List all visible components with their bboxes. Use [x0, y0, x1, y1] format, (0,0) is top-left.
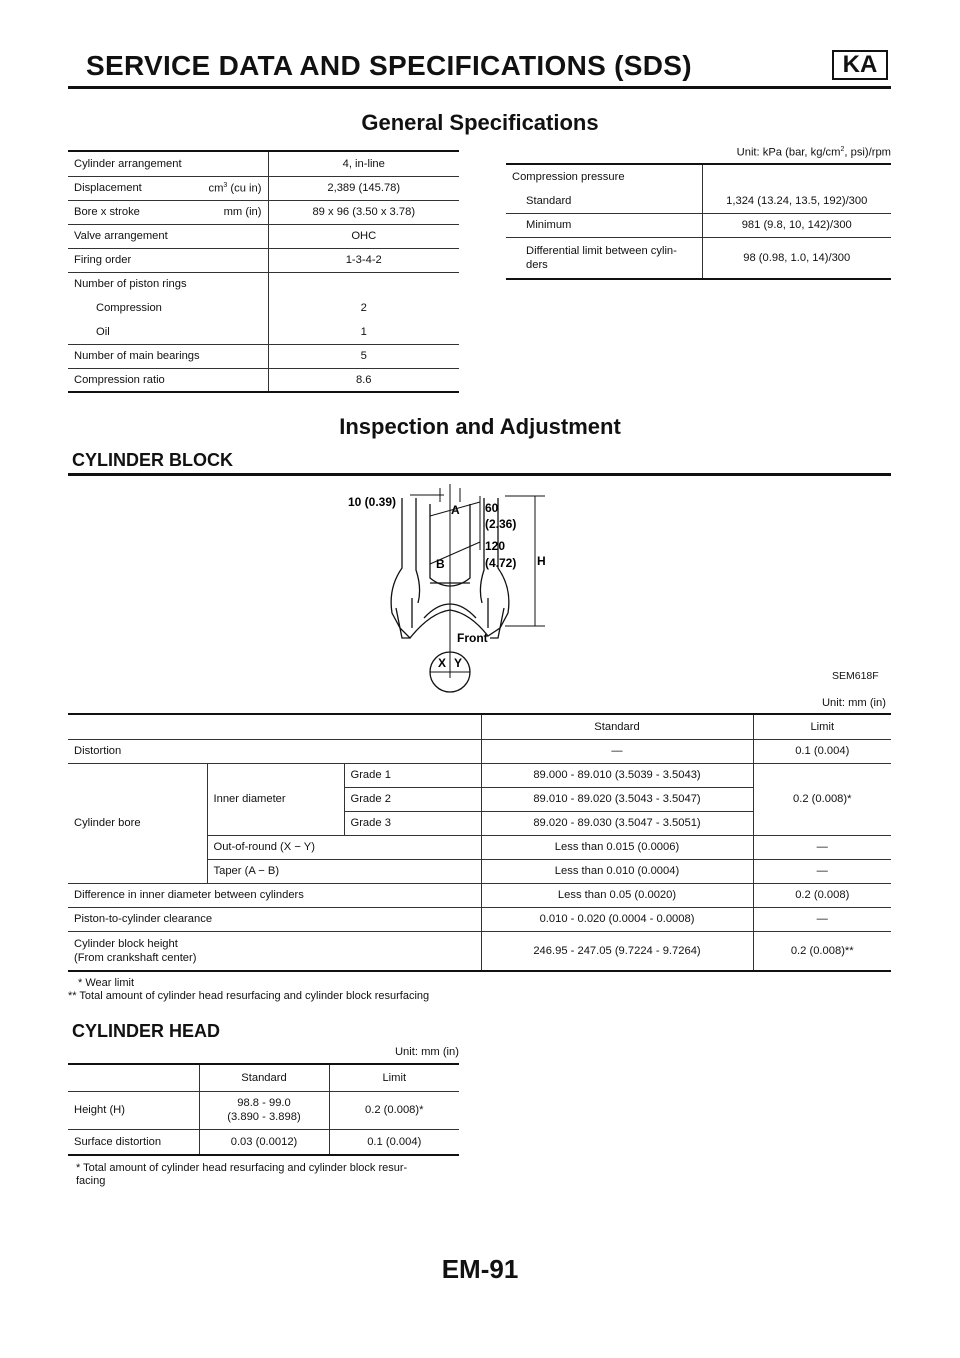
displacement-unit: $cm^3$ (cu in): [208, 181, 262, 195]
dim-label-h: H: [537, 554, 546, 568]
note-resurfacing: ** Total amount of cylinder head resurfacing and cylinder block resurfacing: [68, 990, 430, 1002]
table-row: [68, 907, 891, 931]
cell-standard: Less than 0.015 (0.0006): [481, 835, 753, 859]
cell-label: Compression pressure: [506, 165, 702, 189]
cell-limit: 0.1 (0.004): [329, 1129, 459, 1155]
compression-unit: Unit: kPa (bar, $kg/cm^2$, psi)/rpm: [736, 146, 891, 159]
displacement-label: Displacement: [74, 181, 142, 194]
cell-sublabel: Taper (A − B): [207, 859, 481, 883]
inspection-title: Inspection and Adjustment: [339, 414, 621, 439]
table-row: [68, 152, 459, 176]
cylinder-block-rule: [68, 473, 891, 476]
model-badge: KA: [832, 50, 888, 80]
cell-label: Number of main bearings: [68, 344, 268, 368]
cell-grade: Grade 1: [344, 763, 481, 787]
table-row: [68, 200, 459, 224]
dim-label-10: 10 (0.39): [348, 495, 397, 509]
cell-limit: —: [753, 907, 891, 931]
table-row: [68, 176, 459, 200]
cell-standard: 89.010 - 89.020 (3.5043 - 3.5047): [481, 787, 753, 811]
cell-value: 1,324 (13.24, 13.5, 192)/300: [702, 189, 891, 213]
table-row: [68, 248, 459, 272]
table-row: [68, 1091, 459, 1129]
cell-value: 2,389 (145.78): [268, 176, 459, 200]
cell-limit: —: [753, 835, 891, 859]
table-row: [506, 213, 891, 237]
bore-stroke-unit: mm (in): [223, 206, 262, 218]
cell-limit: 0.2 (0.008)*: [329, 1091, 459, 1129]
cell-label: Piston-to-cylinder clearance: [68, 907, 481, 931]
cell-label: Cylinder arrangement: [68, 152, 268, 176]
cell-standard: 0.010 - 0.020 (0.0004 - 0.0008): [481, 907, 753, 931]
cylinder-block-title: CYLINDER BLOCK: [72, 450, 233, 470]
cell-label: [68, 176, 268, 200]
cylinder-block-diagram: [330, 478, 560, 696]
table-row: [68, 224, 459, 248]
compression-table: [506, 165, 891, 280]
table-row: [68, 931, 891, 971]
cell-limit: 0.1 (0.004): [753, 739, 891, 763]
cell-grade: Grade 2: [344, 787, 481, 811]
table-row: [68, 1129, 459, 1155]
table-row: [68, 344, 459, 368]
cell-standard: —: [481, 739, 753, 763]
table-row: [68, 883, 891, 907]
cell-grade: Grade 3: [344, 811, 481, 835]
header-limit: Limit: [753, 715, 891, 739]
table-row: [506, 165, 891, 189]
cell-value: 98 (0.98, 1.0, 14)/300: [702, 237, 891, 279]
cell-value: 1-3-4-2: [268, 248, 459, 272]
figure-code: SEM618F: [832, 670, 879, 682]
table-row: [68, 296, 459, 320]
cell-label: Number of piston rings: [68, 272, 268, 296]
header-standard: Standard: [481, 715, 753, 739]
header-rule: [68, 86, 891, 89]
cell-value: 4, in-line: [268, 152, 459, 176]
cell-label: Oil: [68, 320, 268, 344]
cell-value: 2: [360, 302, 367, 314]
front-label: Front: [457, 631, 488, 645]
dim-label-120: 120: [485, 539, 506, 553]
cell-label: Height (H): [68, 1091, 199, 1129]
cell-standard: 89.000 - 89.010 (3.5039 - 3.5043): [481, 763, 753, 787]
cell-limit: —: [753, 859, 891, 883]
cell-label: Standard: [506, 189, 702, 213]
cell-standard: Less than 0.05 (0.0020): [481, 883, 753, 907]
cylinder-head-table: [68, 1065, 459, 1156]
cell-label: Cylinder block height (From crankshaft center): [68, 931, 481, 971]
cell-standard: 98.8 - 99.0 (3.890 - 3.898): [199, 1091, 329, 1129]
dim-label-472: (4.72): [485, 556, 517, 570]
cell-value: [268, 272, 459, 296]
dim-label-236: (2.36): [485, 517, 517, 531]
general-specs-table: [68, 152, 459, 393]
table-row: [68, 272, 459, 296]
cell-label: Minimum: [506, 213, 702, 237]
header-cell: [68, 1065, 199, 1091]
cell-label: Surface distortion: [68, 1129, 199, 1155]
bore-stroke-label: Bore x stroke: [74, 206, 140, 218]
cell-sublabel: Inner diameter: [207, 763, 344, 835]
table-row: [68, 739, 891, 763]
cylinder-head-note: * Total amount of cylinder head resurfacing and cylinder block resur- facing: [76, 1162, 408, 1187]
cylinder-head-title: CYLINDER HEAD: [72, 1021, 221, 1041]
table-row: [506, 189, 891, 213]
cell-value: 8.6: [268, 368, 459, 392]
table-row: [506, 237, 891, 279]
cylinder-block-unit: Unit: mm (in): [821, 697, 886, 709]
cell-label: Compression: [68, 296, 268, 320]
header-cell: [68, 715, 481, 739]
header-limit: Limit: [329, 1065, 459, 1091]
page-number: EM-91: [441, 1254, 519, 1284]
table-row: [68, 763, 891, 787]
table-row: [68, 320, 459, 344]
note-wear-limit: * Wear limit: [78, 977, 135, 989]
general-specifications-title: General Specifications: [361, 110, 599, 135]
dim-label-b: B: [436, 557, 445, 571]
cell-limit: 0.2 (0.008): [753, 883, 891, 907]
cell-label: Compression ratio: [68, 368, 268, 392]
cylinder-block-table: [68, 715, 891, 972]
table-row: [68, 368, 459, 392]
table-row: [68, 715, 891, 739]
cell-value: 981 (9.8, 10, 142)/300: [702, 213, 891, 237]
cell-label: Distortion: [68, 739, 481, 763]
cell-standard: 89.020 - 89.030 (3.5047 - 3.5051): [481, 811, 753, 835]
cylinder-head-unit: Unit: mm (in): [394, 1046, 459, 1058]
cell-label: Valve arrangement: [68, 224, 268, 248]
cell-limit: 0.2 (0.008)**: [753, 931, 891, 971]
dim-label-60: 60: [485, 501, 499, 515]
cell-value: 5: [268, 344, 459, 368]
section-header-title: SERVICE DATA AND SPECIFICATIONS (SDS): [86, 50, 692, 81]
cell-limit: 0.2 (0.008)*: [753, 763, 891, 835]
cell-label: Differential limit between cylin- ders: [506, 237, 702, 279]
cell-value: 89 x 96 (3.50 x 3.78): [268, 200, 459, 224]
cylinder-block-notes: [68, 977, 891, 1003]
cell-label: Cylinder bore: [68, 763, 207, 883]
cell-value: OHC: [268, 224, 459, 248]
cell-label: Difference in inner diameter between cylinders: [68, 883, 481, 907]
cell-standard: 0.03 (0.0012): [199, 1129, 329, 1155]
cell-label: Firing order: [68, 248, 268, 272]
axis-label-y: Y: [454, 656, 463, 670]
header-standard: Standard: [199, 1065, 329, 1091]
cell-label: [68, 200, 268, 224]
table-row: [68, 1065, 459, 1091]
cell-standard: Less than 0.010 (0.0004): [481, 859, 753, 883]
cell-standard: 246.95 - 247.05 (9.7224 - 9.7264): [481, 931, 753, 971]
dim-label-a: A: [451, 503, 460, 517]
cell-value: [702, 165, 891, 189]
cell-sublabel: Out-of-round (X − Y): [207, 835, 481, 859]
cell-value: 1: [268, 320, 459, 344]
axis-label-x: X: [438, 656, 447, 670]
